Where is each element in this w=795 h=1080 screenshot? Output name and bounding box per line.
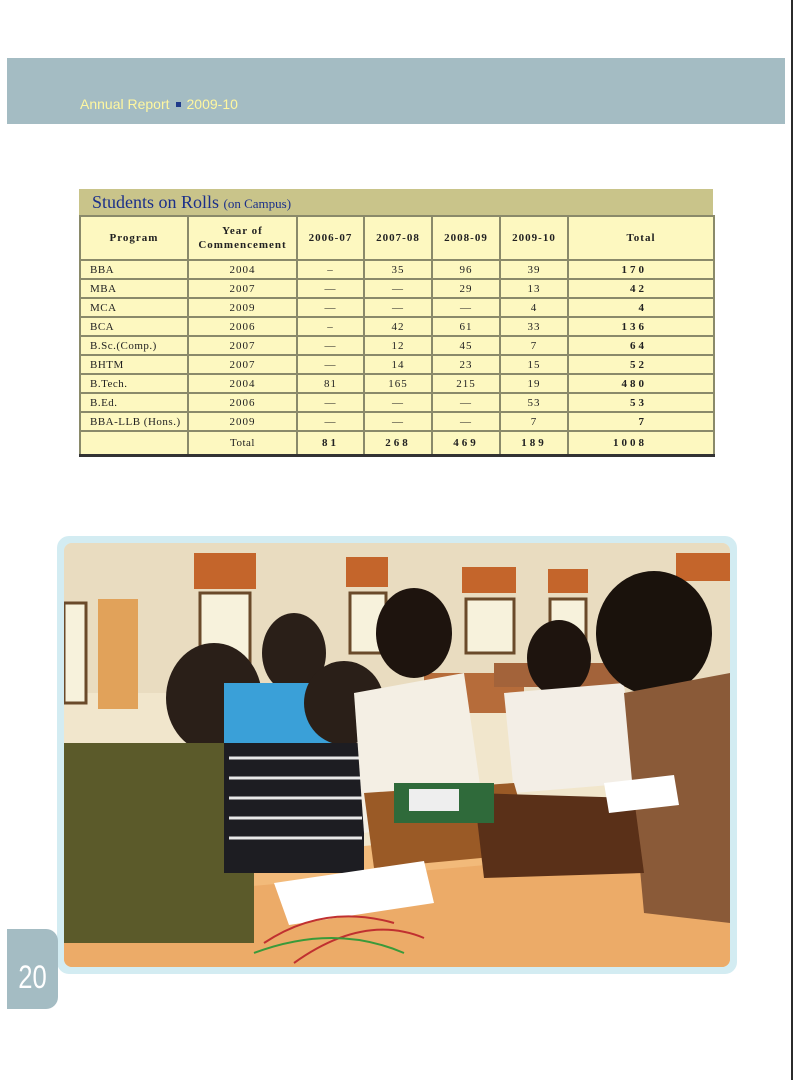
table-row <box>80 317 714 336</box>
count-cell: – <box>297 260 364 279</box>
count-cell: 53 <box>500 393 568 412</box>
table-row <box>80 412 714 431</box>
total-cell: 64 <box>568 336 714 355</box>
count-cell: 15 <box>500 355 568 374</box>
program-cell: B.Ed. <box>80 393 188 412</box>
header-band <box>7 58 785 124</box>
total-cell: 136 <box>568 317 714 336</box>
count-cell: — <box>297 355 364 374</box>
total-cell: 170 <box>568 260 714 279</box>
count-cell: 45 <box>432 336 500 355</box>
bullet-icon <box>176 102 181 107</box>
page-edge-rule <box>791 0 793 1080</box>
count-cell: 14 <box>364 355 432 374</box>
column-header: 2008-09 <box>432 216 500 260</box>
count-cell: 12 <box>364 336 432 355</box>
program-cell: BBA-LLB (Hons.) <box>80 412 188 431</box>
report-year: 2009-10 <box>186 96 238 112</box>
count-cell: — <box>297 393 364 412</box>
count-cell: 165 <box>364 374 432 393</box>
table-subtitle: (on Campus) <box>223 196 292 211</box>
year-cell: Total <box>188 431 297 455</box>
program-cell <box>80 431 188 455</box>
count-cell: 268 <box>364 431 432 455</box>
count-cell: 61 <box>432 317 500 336</box>
total-cell: 7 <box>568 412 714 431</box>
column-header: Year of Commencement <box>188 216 297 260</box>
count-cell: 13 <box>500 279 568 298</box>
program-cell: B.Sc.(Comp.) <box>80 336 188 355</box>
year-cell: 2009 <box>188 298 297 317</box>
program-cell: MBA <box>80 279 188 298</box>
count-cell: 7 <box>500 412 568 431</box>
rolls-table <box>79 215 715 457</box>
count-cell: – <box>297 317 364 336</box>
count-cell: — <box>364 279 432 298</box>
count-cell: — <box>297 412 364 431</box>
count-cell: — <box>297 336 364 355</box>
year-cell: 2007 <box>188 336 297 355</box>
count-cell: — <box>432 393 500 412</box>
table-row <box>80 279 714 298</box>
count-cell: 33 <box>500 317 568 336</box>
table-row <box>80 336 714 355</box>
page-number: 20 <box>18 959 47 995</box>
year-cell: 2006 <box>188 393 297 412</box>
count-cell: — <box>432 298 500 317</box>
count-cell: 469 <box>432 431 500 455</box>
count-cell: 23 <box>432 355 500 374</box>
program-cell: B.Tech. <box>80 374 188 393</box>
count-cell: 7 <box>500 336 568 355</box>
count-cell: 189 <box>500 431 568 455</box>
program-cell: MCA <box>80 298 188 317</box>
total-cell: 4 <box>568 298 714 317</box>
year-cell: 2009 <box>188 412 297 431</box>
program-cell: BBA <box>80 260 188 279</box>
count-cell: 19 <box>500 374 568 393</box>
count-cell: — <box>297 298 364 317</box>
table-header-row <box>80 216 714 260</box>
count-cell: 81 <box>297 374 364 393</box>
running-header <box>80 96 238 112</box>
table-row <box>80 298 714 317</box>
table-row <box>80 374 714 393</box>
column-header: Total <box>568 216 714 260</box>
program-cell: BCA <box>80 317 188 336</box>
year-cell: 2004 <box>188 260 297 279</box>
column-header: Program <box>80 216 188 260</box>
count-cell: — <box>432 412 500 431</box>
photo-frame <box>57 536 737 974</box>
total-cell: 52 <box>568 355 714 374</box>
table-row <box>80 393 714 412</box>
column-header: 2007-08 <box>364 216 432 260</box>
count-cell: — <box>364 412 432 431</box>
count-cell: 29 <box>432 279 500 298</box>
count-cell: — <box>364 393 432 412</box>
table-title <box>79 189 713 215</box>
total-cell: 53 <box>568 393 714 412</box>
table-total-row <box>80 431 714 455</box>
year-cell: 2007 <box>188 355 297 374</box>
count-cell: 4 <box>500 298 568 317</box>
students-on-rolls-table <box>79 189 713 457</box>
table-body <box>80 260 714 455</box>
column-header: 2006-07 <box>297 216 364 260</box>
count-cell: 39 <box>500 260 568 279</box>
total-cell: 42 <box>568 279 714 298</box>
count-cell: 35 <box>364 260 432 279</box>
program-cell: BHTM <box>80 355 188 374</box>
count-cell: 81 <box>297 431 364 455</box>
table-row <box>80 355 714 374</box>
table-row <box>80 260 714 279</box>
count-cell: 96 <box>432 260 500 279</box>
column-header: 2009-10 <box>500 216 568 260</box>
students-lab-photo <box>64 543 730 967</box>
count-cell: — <box>364 298 432 317</box>
lab-scene-illustration <box>64 543 730 967</box>
year-cell: 2006 <box>188 317 297 336</box>
total-cell: 480 <box>568 374 714 393</box>
year-cell: 2007 <box>188 279 297 298</box>
year-cell: 2004 <box>188 374 297 393</box>
count-cell: — <box>297 279 364 298</box>
total-cell: 1008 <box>568 431 714 455</box>
count-cell: 215 <box>432 374 500 393</box>
count-cell: 42 <box>364 317 432 336</box>
page-number-tab <box>7 929 58 1009</box>
report-label: Annual Report <box>80 96 170 112</box>
table-title-text: Students on Rolls <box>92 192 220 212</box>
